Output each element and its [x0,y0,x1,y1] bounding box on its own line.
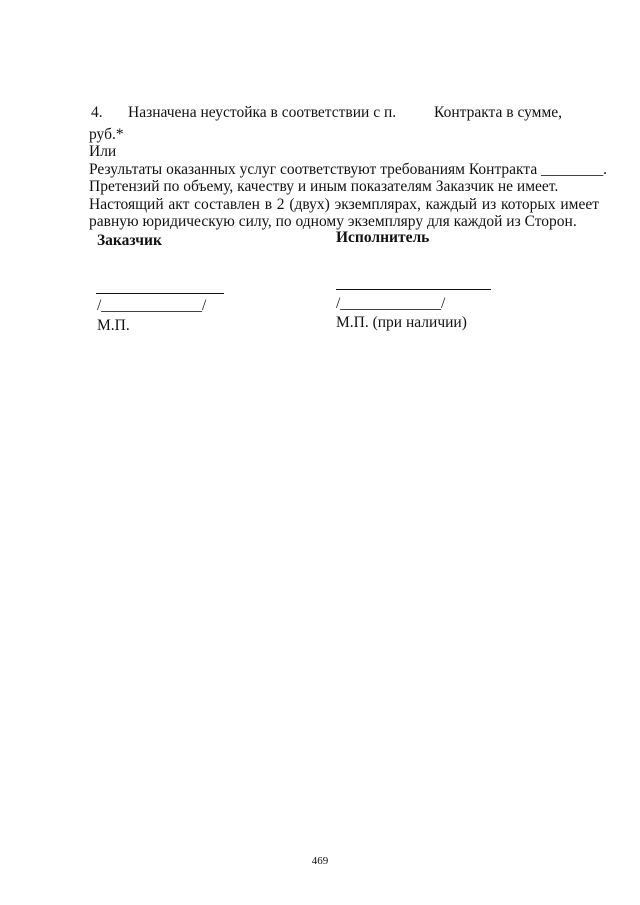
claims-line: Претензий по объему, качеству и иным показателям Заказчик не имеет. [89,178,559,195]
customer-stamp: М.П. [97,317,130,334]
currency-line: руб.* [89,126,124,143]
customer-name-line: /_____________/ [97,297,207,314]
contractor-stamp: М.П. (при наличии) [336,314,467,331]
customer-title: Заказчик [97,232,162,249]
or-line: Или [89,143,117,160]
contractor-title: Исполнитель [336,229,430,246]
item-text-right: Контракта в сумме, [434,104,563,121]
item-number: 4. [91,104,103,121]
act-line-1: Настоящий акт составлен в 2 (двух) экземплярах, каждый из которых имеет [89,196,599,213]
act-line-2: равную юридическую силу, по одному экземпляру для каждой из Сторон. [89,213,577,230]
results-line: Результаты оказанных услуг соответствуют требованиям Контракта ________. [89,161,607,178]
contractor-signature-line [336,289,491,290]
customer-signature-line [96,293,224,294]
page-number: 469 [311,855,329,867]
contractor-name-line: /_____________/ [336,295,446,312]
item-text: Назначена неустойка в соответствии с п. [128,104,397,121]
